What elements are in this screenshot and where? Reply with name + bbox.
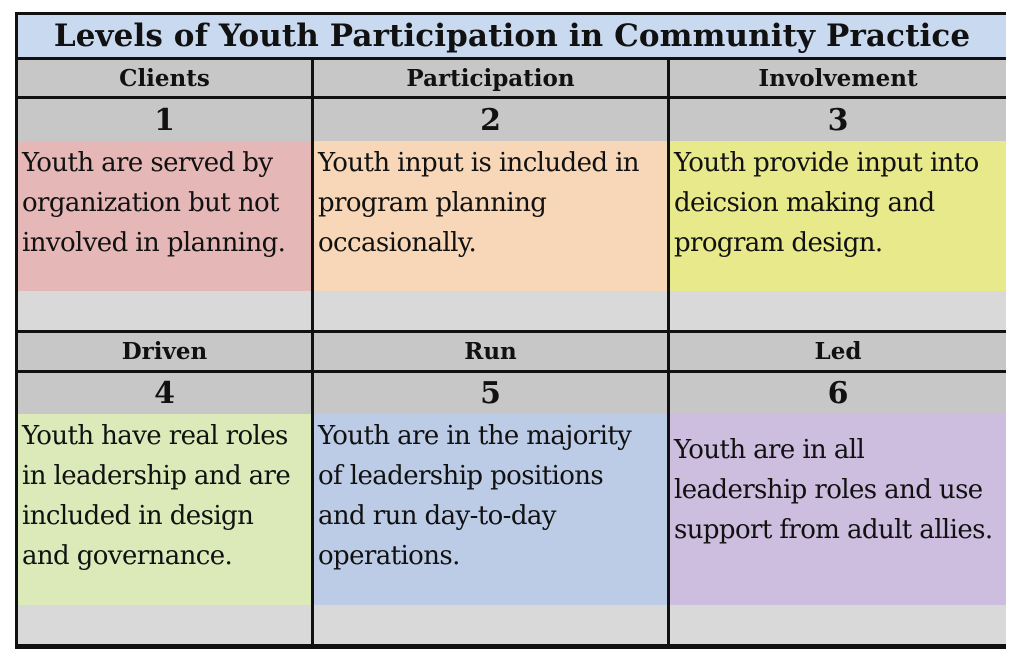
level-3-name: Involvement — [670, 60, 1006, 99]
description-line: program design. — [674, 228, 883, 258]
spacer-cell — [670, 605, 1006, 644]
description-line: Youth are in the majority — [318, 421, 632, 451]
level-1-name: Clients — [18, 60, 311, 99]
spacer-cell — [314, 291, 667, 333]
description-line: program planning — [318, 188, 547, 218]
level-6-number: 6 — [670, 373, 1006, 414]
level-3-description — [670, 141, 1006, 291]
level-5-number: 5 — [314, 373, 667, 414]
description-line: and governance. — [22, 541, 233, 571]
description-line: leadership roles and use — [674, 475, 983, 505]
description-line: involved in planning. — [22, 228, 286, 258]
description-line: and run day-to-day — [318, 501, 556, 531]
level-6-name: Led — [670, 333, 1006, 373]
level-5-description — [314, 414, 667, 605]
spacer-cell — [670, 291, 1006, 333]
level-2-name: Participation — [314, 60, 667, 99]
description-line: Youth are served by — [22, 148, 273, 178]
description-line: in leadership and are — [22, 461, 291, 491]
description-line: organization but not — [22, 188, 279, 218]
description-line: operations. — [318, 541, 460, 571]
level-4-name: Driven — [18, 333, 311, 373]
description-line: occasionally. — [318, 228, 477, 258]
spacer-cell — [18, 291, 311, 333]
description-line: Youth provide input into — [674, 148, 979, 178]
spacer-cell — [18, 605, 311, 644]
level-1-description — [18, 141, 311, 291]
description-line: of leadership positions — [318, 461, 604, 491]
level-6-description — [670, 414, 1006, 605]
description-line: support from adult allies. — [674, 515, 993, 545]
level-4-number: 4 — [18, 373, 311, 414]
description-line: Youth input is included in — [318, 148, 639, 178]
level-3-number: 3 — [670, 99, 1006, 141]
spacer-cell — [314, 605, 667, 644]
level-2-number: 2 — [314, 99, 667, 141]
description-line: Youth have real roles — [22, 421, 288, 451]
description-line: included in design — [22, 501, 254, 531]
level-2-description — [314, 141, 667, 291]
participation-levels-table — [15, 12, 1006, 649]
level-5-name: Run — [314, 333, 667, 373]
description-line: Youth are in all — [674, 435, 865, 465]
table-title: Levels of Youth Participation in Community Practice — [18, 15, 1006, 60]
level-4-description — [18, 414, 311, 605]
description-line: deicsion making and — [674, 188, 935, 218]
level-1-number: 1 — [18, 99, 311, 141]
